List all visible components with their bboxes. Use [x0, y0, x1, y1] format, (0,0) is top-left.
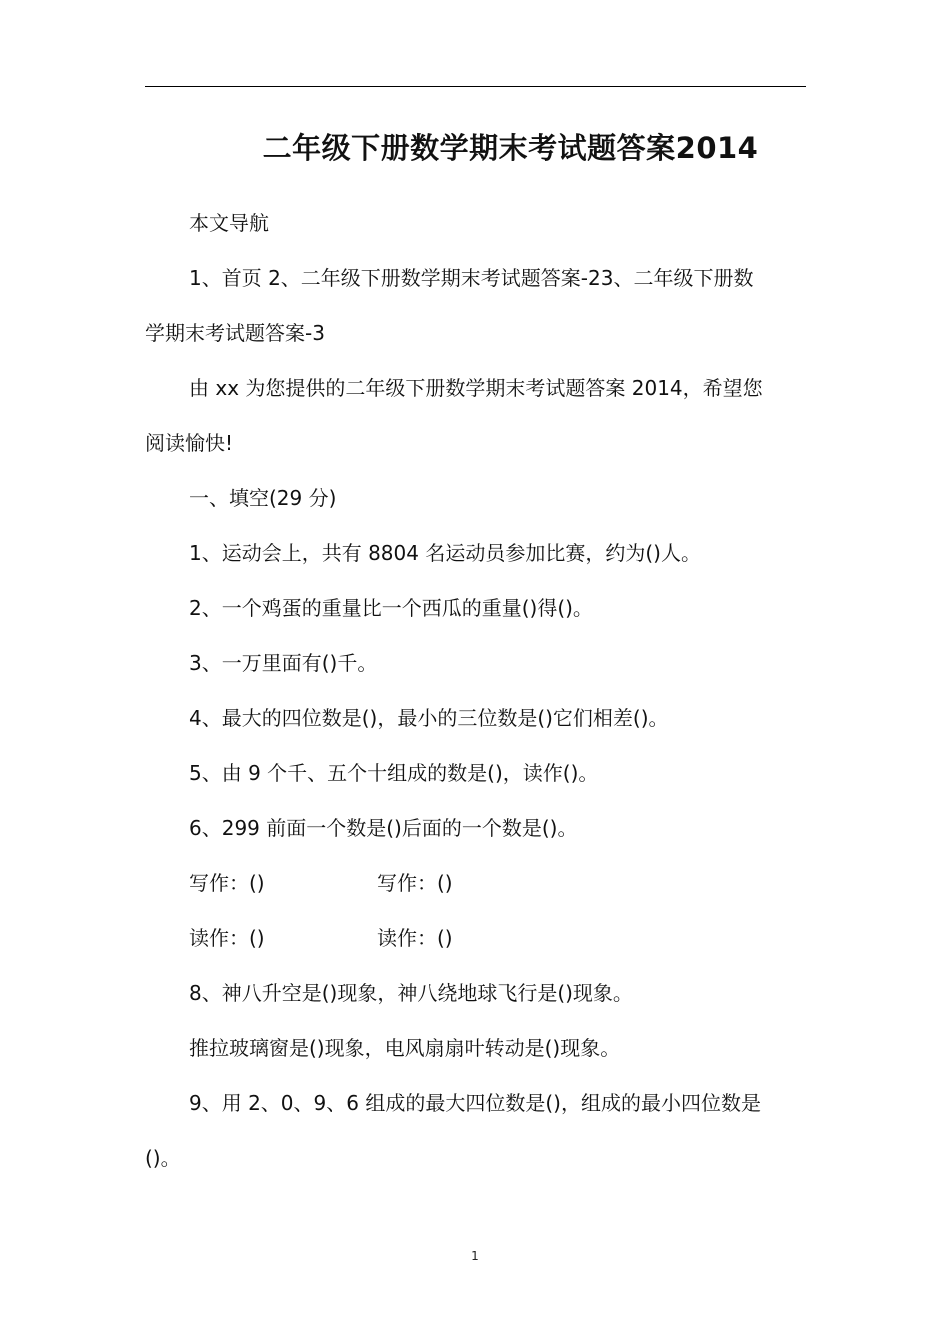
nav-heading: 本文导航 [189, 211, 269, 235]
question-1: 1、运动会上，共有 8804 名运动员参加比赛，约为()人。 [189, 541, 701, 565]
page-number: 1 [471, 1249, 479, 1263]
write-row [145, 856, 806, 911]
nav-links-line-2: 学期末考试题答案-3 [145, 321, 325, 345]
question-8b: 推拉玻璃窗是()现象，电风扇扇叶转动是()现象。 [189, 1036, 621, 1060]
document-body [145, 196, 806, 1186]
question-2: 2、一个鸡蛋的重量比一个西瓜的重量()得()。 [189, 596, 593, 620]
question-4: 4、最大的四位数是()，最小的三位数是()它们相差()。 [189, 706, 669, 730]
intro-line-1: 由 xx 为您提供的二年级下册数学期末考试题答案 2014，希望您 [189, 376, 763, 400]
question-5: 5、由 9 个千、五个十组成的数是()，读作()。 [189, 761, 599, 785]
write-left: 写作：() [189, 871, 265, 895]
question-3: 3、一万里面有()千。 [189, 651, 378, 675]
header-rule [145, 86, 806, 87]
read-row [145, 911, 806, 966]
question-8: 8、神八升空是()现象，神八绕地球飞行是()现象。 [189, 981, 633, 1005]
read-right: 读作：() [377, 926, 453, 950]
question-9-line-2: ()。 [145, 1146, 181, 1170]
write-right: 写作：() [377, 871, 453, 895]
read-left: 读作：() [189, 926, 265, 950]
nav-links-line-1: 1、首页 2、二年级下册数学期末考试题答案-23、二年级下册数 [189, 266, 754, 290]
question-9-line-1: 9、用 2、0、9、6 组成的最大四位数是()，组成的最小四位数是 [189, 1091, 761, 1115]
intro-line-2: 阅读愉快! [145, 431, 234, 455]
section-heading: 一、填空(29 分) [189, 486, 337, 510]
page-title: 二年级下册数学期末考试题答案2014 [262, 131, 759, 165]
question-6: 6、299 前面一个数是()后面的一个数是()。 [189, 816, 578, 840]
